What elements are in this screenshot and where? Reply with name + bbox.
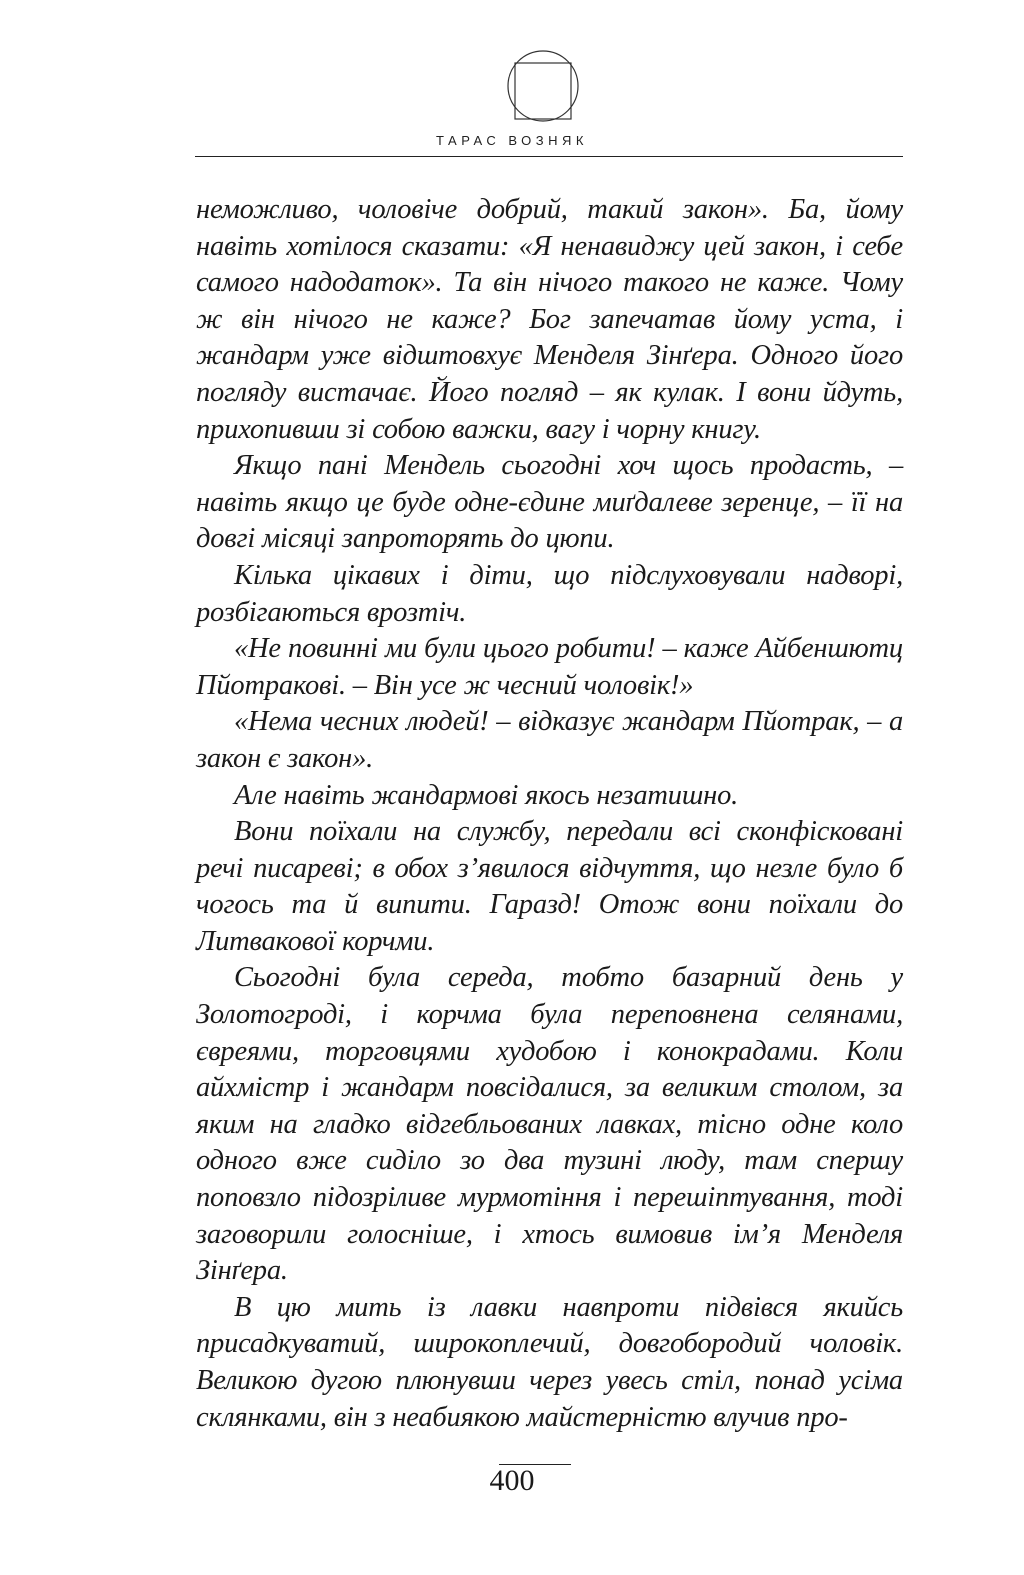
paragraph-1: неможливо, чоловіче добрий, такий закон». Ба, йому навіть хотілося сказати: «Я ненавиджу цей закон, і себе самого надодаток». Та він нічого такого не каже. Чому ж він нічого не каже? Бог запечатав йому уста, і жандарм уже відштовхує Менделя Зінґера. Одного його погляду вистачає. Його погляд – як кулак. І вони йдуть, прихопивши зі собою важки, вагу і чорну книгу.: [196, 194, 903, 445]
page-number: 400: [489, 1464, 535, 1497]
paragraph-8: Сьогодні була середа, тобто базарний день у Золотогроді, і корчма була переповнена селянами, євреями, торговцями худобою і конокрадами. Коли айхмістр і жандарм повсідалися, за великим столом, за яким на гладко відгебльованих лавках, тісно одне коло одного вже сиділо зо два тузині люду, там спершу поповзло підозріливе мурмотіння і перешіптування, тоді заговорили голосніше, і хтось вимовив ім’я Менделя Зінґера.: [196, 962, 903, 1287]
paragraph-3: Кілька цікавих і діти, що підслуховували надворі, розбігаються врозтіч.: [196, 559, 903, 628]
paragraph-9: В цю мить із лавки навпроти підвівся якийсь присадкуватий, широкоплечий, довгобородий чоловік. Великою дугою плюнувши через увесь стіл, понад усіма склянками, він з неабиякою майстерністю влучив про-: [196, 1291, 903, 1433]
circle-square-emblem-icon: [505, 48, 581, 124]
running-head-author: ТАРАС ВОЗНЯК: [436, 133, 588, 148]
header-rule: [195, 156, 903, 157]
paragraph-6: Але навіть жандармові якось незатишно.: [234, 779, 739, 811]
paragraph-4: «Не повинні ми були цього робити! – каже Айбеншютц Пйотракові. – Він усе ж чесний чоловік!»: [196, 633, 903, 701]
page-body: [196, 192, 903, 1436]
paragraph-2: Якщо пані Мендель сьогодні хоч щось продасть, – навіть якщо це буде одне-єдине миґдалеве зеренце, – її на довгі місяці запроторять до цюпи.: [196, 450, 903, 555]
paragraph-7: Вони поїхали на службу, передали всі сконфісковані речі писареві; в обох з’явилося відчуття, що незле було б чогось та й випити. Гаразд! Отож вони поїхали до Литвакової корчми.: [196, 816, 903, 957]
paragraph-5: «Нема чесних людей! – відказує жандарм Пйотрак, – а закон є закон».: [196, 706, 903, 774]
page-header: [0, 0, 1024, 170]
